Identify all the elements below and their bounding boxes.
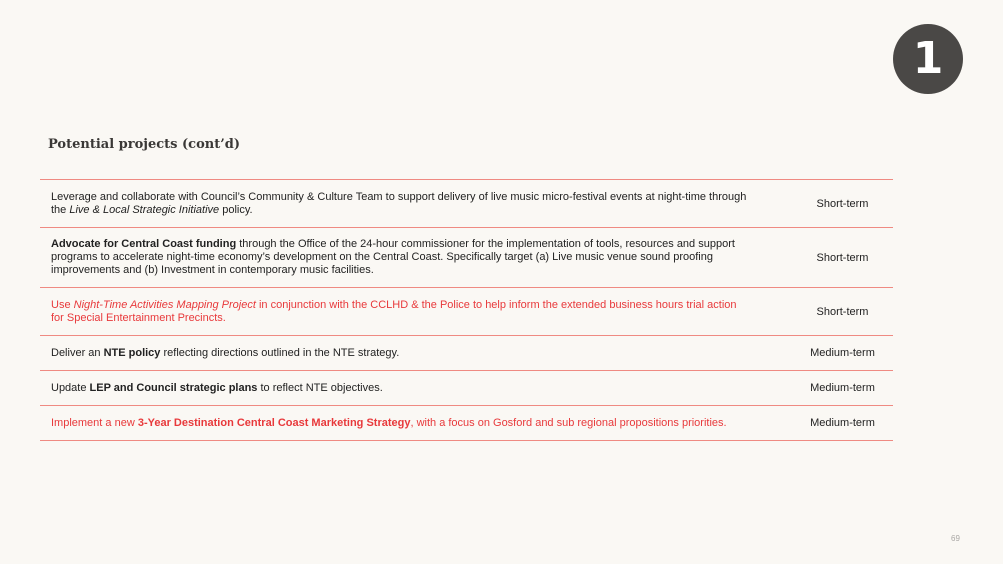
table-row bbox=[40, 228, 893, 288]
project-description: Deliver an NTE policy reflecting directions outlined in the NTE strategy. bbox=[51, 346, 400, 359]
project-description: Implement a new 3-Year Destination Central Coast Marketing Strategy, with a focus on Gosford and sub regional propositions priorities. bbox=[51, 416, 727, 429]
table-row bbox=[40, 336, 893, 371]
project-term: Medium-term bbox=[810, 417, 875, 429]
table-row bbox=[40, 180, 893, 228]
table-row bbox=[40, 288, 893, 336]
project-term: Short-term bbox=[816, 197, 869, 210]
section-title: Potential projects (cont’d) bbox=[48, 137, 240, 152]
project-description: Use Night-Time Activities Mapping Project in conjunction with the CCLHD & the Police to help inform the extended business hours trial action for Special Entertainment Precincts. bbox=[51, 298, 737, 324]
projects-table bbox=[40, 179, 893, 441]
page-number: 69 bbox=[951, 534, 960, 543]
table-row bbox=[40, 406, 893, 441]
project-term: Short-term bbox=[816, 251, 869, 264]
table-row bbox=[40, 371, 893, 406]
section-number-badge: 1 bbox=[893, 24, 963, 94]
project-term: Medium-term bbox=[810, 347, 875, 359]
project-term: Short-term bbox=[816, 305, 869, 318]
project-term: Medium-term bbox=[810, 382, 875, 394]
project-description: Advocate for Central Coast funding through the Office of the 24-hour commissioner for the implementation of tools, resources and support programs to accelerate night-time economy’s development on the Central Coast. Specifically target (a) Live music venue sound proofing improvements and (b) Investment in contemporary music facilities. bbox=[51, 238, 735, 276]
project-description: Leverage and collaborate with Council’s Community & Culture Team to support delivery of live music micro-festival events at night-time through the Live & Local Strategic Initiative policy. bbox=[51, 190, 747, 216]
project-description: Update LEP and Council strategic plans to reflect NTE objectives. bbox=[51, 381, 383, 394]
